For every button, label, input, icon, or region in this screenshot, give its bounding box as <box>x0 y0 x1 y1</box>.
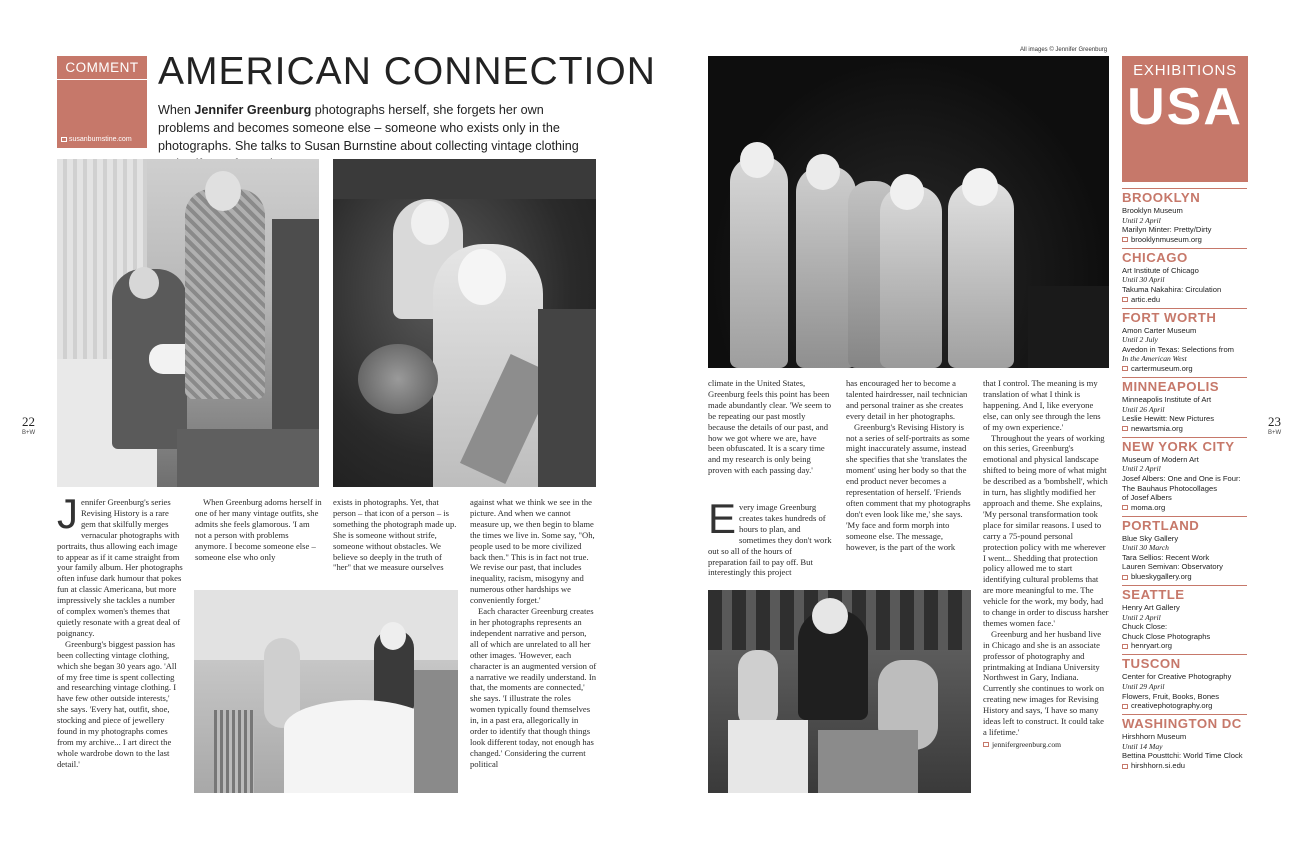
web-icon <box>1122 366 1128 371</box>
exhibition-website-text: moma.org <box>1131 502 1166 512</box>
exhibition-website-text: hirshhorn.si.edu <box>1131 761 1186 770</box>
web-icon <box>1122 237 1128 242</box>
photo-hair-salon-contest <box>708 590 971 793</box>
left-page-number <box>22 414 35 436</box>
exhibition-detail: Amon Carter Museum <box>1122 325 1197 335</box>
exhibition-website-link[interactable] <box>1122 761 1247 771</box>
exhibition-detail: In the American West <box>1122 354 1187 364</box>
web-icon <box>1122 575 1128 580</box>
exhibition-brooklyn <box>1122 188 1247 245</box>
comment-label: COMMENT <box>65 60 139 75</box>
exhibition-chicago <box>1122 248 1247 305</box>
exhibition-website-text: brooklynmuseum.org <box>1131 234 1202 244</box>
comment-tag-box <box>57 56 147 148</box>
exhibition-detail: Until 2 April <box>1122 464 1161 474</box>
web-icon <box>1122 505 1128 510</box>
exhibition-website-link[interactable] <box>1122 572 1247 582</box>
standfirst-start: When <box>158 103 195 117</box>
col3-para-1: exists in photographs. Yet, that person – that icon of a person – is something the photograph made up. She is someone without strife, someone without obstacles. We believe so deeply in the truth of "her" that we measure ourselves <box>333 497 457 573</box>
exhibitions-label: EXHIBITIONS <box>1133 62 1237 79</box>
exhibition-website-link[interactable] <box>1122 235 1247 245</box>
web-icon <box>1122 426 1128 431</box>
page-number-23: 23 <box>1268 414 1281 429</box>
exhibitions-header <box>1122 56 1248 182</box>
col7-para-2: Throughout the years of working on this series, Greenburg's emotional and physical landscape shifted to being more of what might be described as a 'bombshell', which in turn, has slightly modified her approach and theme. She explains, 'My personal transformation took place for similar reasons. I used to carry a 75-pound personal protection policy with me wherever I went... Shedding that protection policy allowed me to start identifying cultural problems that are more meaningful to me. The vehicle for the work, my body, had to change in order to discuss harsher themes women face.' <box>983 432 1109 628</box>
city-name: NEW YORK CITY <box>1122 438 1235 454</box>
exhibition-detail: Tara Sellios: Recent Work <box>1122 552 1210 562</box>
dropcap-j: J <box>57 490 78 537</box>
exhibition-website-text: creativephotography.org <box>1131 701 1213 711</box>
exhibition-detail: Museum of Modern Art <box>1122 454 1199 464</box>
city-name: MINNEAPOLIS <box>1122 378 1220 394</box>
exhibition-detail: Until 14 May <box>1122 741 1163 751</box>
article-col-5a <box>708 378 833 498</box>
photo-pageant-contestants <box>708 56 1109 368</box>
web-icon <box>1122 644 1128 649</box>
web-icon <box>983 742 989 747</box>
exhibition-detail: Takuma Nakahira: Circulation <box>1122 284 1222 294</box>
exhibition-detail: of Josef Albers <box>1122 493 1172 503</box>
headline: AMERICAN CONNECTION <box>158 50 656 93</box>
city-name: BROOKLYN <box>1122 190 1201 205</box>
city-name: TUSCON <box>1122 656 1181 672</box>
article-col-1 <box>57 490 183 797</box>
web-credit-text: susanburnstine.com <box>69 136 132 143</box>
col6-para-1: has encouraged her to become a talented hairdresser, nail technician and personal trainer as she creates every detail in her photographs. <box>846 378 968 421</box>
article-col-7 <box>983 378 1109 798</box>
exhibition-website-text: henryart.org <box>1131 641 1172 651</box>
exhibition-detail: Until 30 April <box>1122 275 1165 285</box>
article-col-2 <box>195 497 322 587</box>
exhibition-website-link[interactable] <box>1122 424 1247 434</box>
web-icon <box>1122 704 1128 709</box>
exhibition-seattle <box>1122 585 1247 651</box>
col6-para-2: Greenburg's Revising History is not a series of self-portraits as some might inaccurately assume, instead she specifies that she 'translates the moment' using her body so that the end product never becomes a representation of herself. 'Friends often comment that my photographs don't even look like me,' she says. 'My face and form morph into someone else. The message, however, is the part of the work <box>846 421 971 552</box>
page-sub-right: B+W <box>1268 430 1282 436</box>
exhibition-detail: Art Institute of Chicago <box>1122 265 1199 275</box>
exhibition-detail: Until 2 July <box>1122 335 1158 345</box>
exhibition-tuscon <box>1122 654 1247 711</box>
article-col-4 <box>470 497 597 797</box>
exhibition-website-text: newartsmia.org <box>1131 423 1183 433</box>
exhibition-detail: The Bauhaus Photocollages <box>1122 483 1217 493</box>
col5-para-1: climate in the United States, Greenburg feels this point has been made abundantly clear. 'We seem to be repeating our past mostly because the details of our past, and how we got where we are, have been obfuscated. It is a scary time and my research is only being proven with each passing day.' <box>708 378 832 476</box>
exhibition-detail: Chuck Close: <box>1122 622 1168 632</box>
exhibitions-list <box>1122 188 1247 774</box>
col4-para-1: against what we think we see in the picture. And when we cannot measure up, we then begin to blame the times we live in. Some say, "Oh, people used to be more civilized back then." This is in fact not true. We revise our past, that includes inequality, racism, misogyny and numerous other hardships we conveniently forget.' <box>470 497 595 606</box>
exhibition-website-link[interactable] <box>1122 295 1247 305</box>
exhibition-detail: Chuck Close Photographs <box>1122 631 1211 641</box>
city-name: SEATTLE <box>1122 587 1185 603</box>
exhibition-detail: Lauren Semivan: Observatory <box>1122 562 1223 572</box>
exhibition-detail: Bettina Pousttchi: World Time Clock <box>1122 751 1243 761</box>
exhibition-website-link[interactable] <box>1122 364 1247 374</box>
exhibition-detail: Minneapolis Institute of Art <box>1122 394 1212 404</box>
exhibition-minneapolis <box>1122 377 1247 434</box>
exhibition-detail: Until 2 April <box>1122 215 1161 225</box>
exhibition-detail: Blue Sky Gallery <box>1122 533 1179 543</box>
exhibition-detail: Leslie Hewitt: New Pictures <box>1122 414 1215 424</box>
exhibitions-country: USA <box>1127 78 1243 136</box>
photo-mother-and-baby <box>57 159 319 487</box>
exhibition-detail: Until 29 April <box>1122 682 1165 692</box>
artist-website-link[interactable] <box>983 740 1109 750</box>
col2-para-1: When Greenburg adorns herself in one of her many vintage outfits, she admits she feels glamorous. 'I am not a person with problems anymore. I become someone else – someone else who only <box>195 497 322 562</box>
web-credit <box>61 136 132 143</box>
exhibition-detail: Avedon in Texas: Selections from <box>1122 344 1234 354</box>
exhibition-website-link[interactable] <box>1122 701 1247 711</box>
exhibition-website-link[interactable] <box>1122 641 1247 651</box>
exhibition-detail: Until 2 April <box>1122 612 1161 622</box>
exhibition-washington-dc <box>1122 714 1247 771</box>
exhibition-new-york-city <box>1122 437 1247 513</box>
exhibition-detail: Henry Art Gallery <box>1122 603 1180 613</box>
photo-table-setting <box>194 590 458 793</box>
article-col-6 <box>846 378 972 583</box>
page-number-22: 22 <box>22 414 35 429</box>
exhibition-fort-worth <box>1122 308 1247 374</box>
article-col-3 <box>333 497 460 587</box>
article-col-5b <box>708 495 833 586</box>
standfirst-name: Jennifer Greenburg <box>194 103 312 117</box>
exhibition-detail: Until 30 March <box>1122 543 1169 553</box>
web-icon <box>1122 764 1128 769</box>
exhibition-detail: Marilyn Minter: Pretty/Dirty <box>1122 225 1212 235</box>
standfirst-rest: photographs herself, she forgets her own problems and becomes someone else – someone who exists only in the photographs. She talks to Susan Burnstine about collecting vintage clothing <box>158 103 579 153</box>
exhibition-portland <box>1122 516 1247 582</box>
exhibition-detail: Until 26 April <box>1122 404 1165 414</box>
exhibition-detail: Josef Albers: One and One is Four: <box>1122 473 1241 483</box>
city-name: WASHINGTON DC <box>1122 716 1242 732</box>
exhibition-detail: Brooklyn Museum <box>1122 206 1183 215</box>
dropcap-e: E <box>708 495 737 542</box>
web-icon <box>1122 297 1128 302</box>
city-name: CHICAGO <box>1122 249 1188 265</box>
web-icon <box>61 137 67 142</box>
col7-para-3: Greenburg and her husband live in Chicago and she is an associate professor of photography and printmaking at Indiana University Northwest in Gary, Indiana. Currently she continues to work on creating new images for Revising History and says, 'I have so many ideas left to construct. It could take a lifetime.' <box>983 628 1105 737</box>
exhibition-website-text: cartermuseum.org <box>1131 363 1193 373</box>
city-name: PORTLAND <box>1122 517 1200 533</box>
photo-beauty-queen-crowning <box>333 159 596 487</box>
col1-para-1: ennifer Greenburg's series Revising History is a rare gem that skilfully merges vernacular photographs with portraits, thus allowing each image to appear as if it came straight from your family album. Her photographs often infuse dark humour that pokes fun at classic Americana, but more impressively she tackles a number of complex women's themes that quietly resonate with a great deal of poignancy. <box>57 497 183 638</box>
exhibition-website-text: artic.edu <box>1131 294 1161 304</box>
city-name: FORT WORTH <box>1122 309 1217 325</box>
exhibition-detail: Hirshhorn Museum <box>1122 732 1187 742</box>
exhibition-website-text: blueskygallery.org <box>1131 572 1192 582</box>
comment-divider <box>57 79 147 80</box>
exhibition-detail: Center for Creative Photography <box>1122 672 1232 682</box>
exhibition-website-link[interactable] <box>1122 503 1247 513</box>
image-credit: All images © Jennifer Greenburg <box>1020 47 1108 53</box>
page-sub-left: B+W <box>22 430 36 436</box>
col1-para-2: Greenburg's biggest passion has been collecting vintage clothing, which she began 30 years ago. 'All of my free time is spent collecting and researching vintage clothing. I have few other outside interests,' she says. 'Every hat, outfit, shoe, stocking and piece of jewellery found in my photographs comes from my archive... I art direct the whole wardrobe down to the last detail.' <box>57 638 177 769</box>
col7-para-1: that I control. The meaning is my translation of what I think is happening. And I, like everyone else, can only see through the lens of my own experience.' <box>983 378 1101 432</box>
artist-website-text: jennifergreenburg.com <box>992 739 1062 749</box>
right-page-number <box>1268 414 1281 436</box>
col5b-para-1: very image Greenburg creates takes hundreds of hours to plan, and sometimes they don't work out so all of the hours of preparation fail to pay off. But interestingly this project <box>708 502 832 578</box>
col4-para-2: Each character Greenburg creates in her photographs represents an independent narrative and person, all of which are unrelated to all her other images. 'However, each character is an augmented version of a narrative we readily understand. In that, the moments are connected,' she says. 'I illustrate the roles women typically found themselves in, in a past era, allegorically in order to identify that though things look different today, not enough has changed.' Considering the current political <box>470 606 597 769</box>
exhibition-detail: Flowers, Fruit, Books, Bones <box>1122 691 1220 701</box>
